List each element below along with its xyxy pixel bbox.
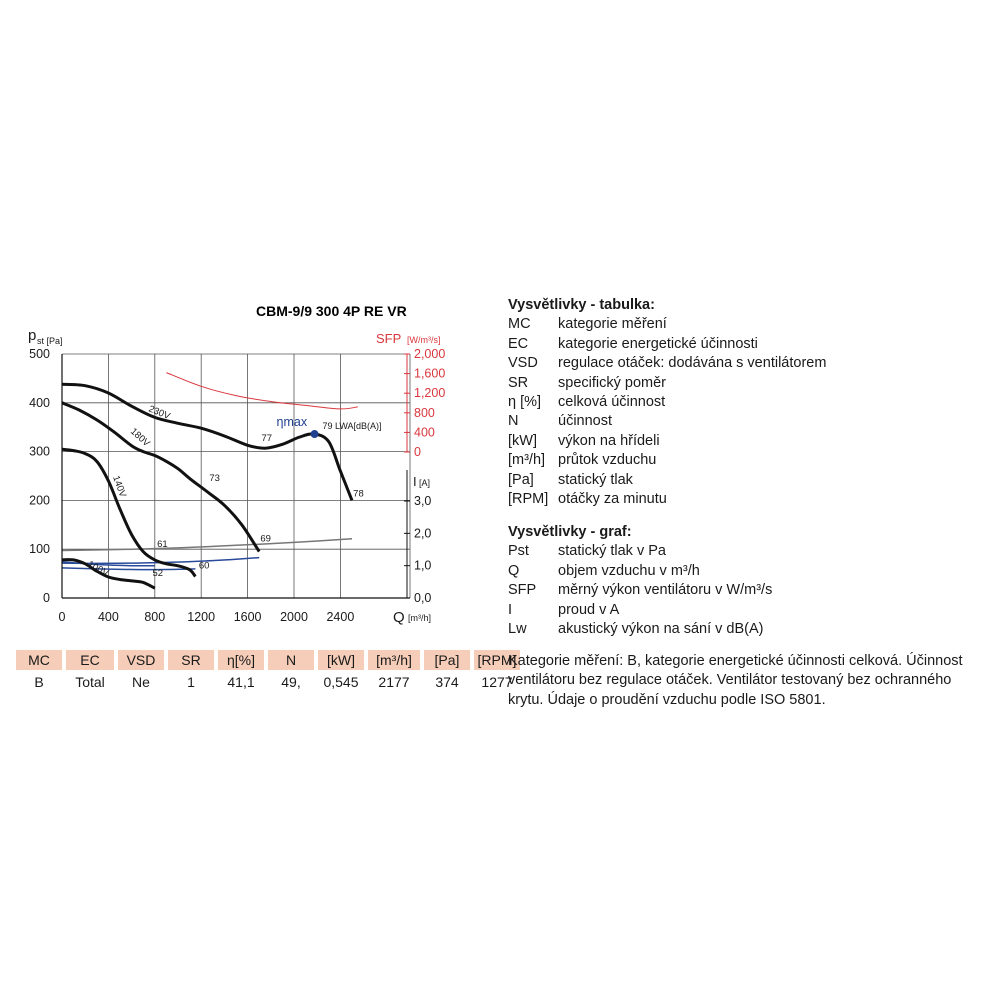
point-label: 73 [209, 472, 220, 484]
sfp-axis-unit: [W/m³/s] [407, 335, 441, 345]
table-cell: 374 [435, 674, 459, 690]
table-cell: 41,1 [227, 674, 255, 690]
sfp-axis-label: SFP [376, 331, 402, 346]
table-header-cell: N [268, 650, 314, 670]
point-label: 61 [157, 539, 168, 551]
legend-item [508, 315, 826, 334]
legend-text: specifický poměr [558, 374, 666, 391]
table-cell: Ne [132, 674, 150, 690]
legend-item [508, 432, 826, 451]
x-tick-label: 1600 [233, 610, 262, 624]
table-header-cell: VSD [118, 650, 164, 670]
curve-voltage-label: 230V [146, 403, 172, 423]
point-label: 60 [198, 560, 210, 572]
legend-text: kategorie měření [558, 316, 667, 333]
current-curve [62, 568, 195, 570]
current-tick-label: 2,0 [414, 526, 432, 541]
chart-axes [28, 327, 445, 626]
legend-item [508, 542, 772, 561]
legend-text: celková účinnost [558, 394, 666, 411]
legend-item [508, 393, 826, 412]
summary-table [12, 650, 524, 694]
table-cell: Total [75, 674, 105, 690]
y-tick-label: 400 [29, 395, 50, 410]
legend-key: Q [508, 562, 520, 579]
table-cell: 1277 [481, 674, 513, 690]
legend-text: regulace otáček: dodávána s ventilátorem [558, 355, 827, 372]
legend-text: průtok vzduchu [558, 452, 657, 469]
x-axis-label: Q [393, 609, 405, 626]
y-tick-label: 200 [29, 493, 50, 508]
point-label: 52 [152, 568, 164, 580]
eta-max-lwa-label: 79 LWA[dB(A)] [322, 421, 382, 432]
summary-table-row [16, 670, 520, 694]
legend-key: [m³/h] [508, 452, 546, 469]
curve-voltage-label: 180V [127, 426, 152, 450]
x-tick-label: 400 [97, 610, 119, 624]
sfp-curve [166, 373, 357, 409]
legend-key: [kW] [508, 432, 537, 449]
x-axis-label-unit: [m³/h] [408, 613, 432, 623]
legend-item [508, 471, 826, 490]
curve-voltage-label: 100V [85, 558, 111, 580]
legend-text: měrný výkon ventilátoru v W/m³/s [558, 582, 773, 599]
legend-item [508, 335, 826, 354]
table-header-cell: [m³/h] [368, 650, 420, 670]
chart-labels [86, 404, 382, 580]
legend-text: statický tlak [558, 471, 633, 488]
y-axis-label: p [28, 327, 37, 344]
sfp-tick-label: 800 [414, 405, 435, 420]
table-header-cell: EC [66, 650, 114, 670]
legend-text: akustický výkon na sání v dB(A) [558, 621, 764, 638]
current-curve [62, 539, 352, 551]
table-cell: 2177 [378, 674, 410, 690]
table-cell: 1 [187, 674, 195, 690]
table-cell: 0,545 [323, 674, 359, 690]
table-header-cell: [Pa] [424, 650, 470, 670]
legend-item [508, 354, 826, 373]
table-header-cell: [RPM] [474, 650, 520, 670]
eta-max-label: ηmax [276, 415, 308, 430]
legend-text: proud v A [558, 601, 620, 618]
sfp-tick-label: 0 [414, 445, 421, 459]
y-axis-label-unit: st [Pa] [37, 336, 63, 346]
measurement-note: Kategorie měření: B, kategorie energetické účinnosti celková. Účinnost ventilátoru bez regulace otáček. Ventilátor testovaný bez ochranného krytu. Údaje o proudění vzduchu podle ISO 5801. [508, 653, 963, 708]
sfp-tick-label: 1,600 [414, 366, 446, 381]
point-label: 77 [261, 432, 273, 444]
y-tick-label: 0 [43, 591, 50, 605]
y-tick-label: 100 [29, 542, 50, 557]
table-cell: 49, [281, 674, 301, 690]
x-tick-label: 2400 [326, 610, 355, 624]
sfp-tick-label: 400 [414, 425, 435, 440]
curve-voltage-label: 140V [110, 474, 129, 499]
legend-item [508, 451, 826, 470]
point-label: 78 [353, 488, 364, 500]
legend-text: výkon na hřídeli [558, 432, 660, 449]
legend-text: kategorie energetické účinnosti [558, 335, 758, 352]
current-axis-unit: [A] [419, 478, 431, 488]
legend-key: SR [508, 374, 529, 391]
eta-max-point [311, 430, 319, 438]
x-tick-label: 0 [58, 610, 66, 624]
legend-key: N [508, 413, 519, 430]
y-tick-label: 300 [29, 444, 50, 459]
legend-text: objem vzduchu v m³/h [558, 562, 700, 579]
legend-item [508, 562, 772, 581]
x-tick-label: 1200 [187, 610, 216, 624]
legend-item [508, 490, 826, 509]
legend-key: EC [508, 335, 529, 352]
y-tick-label: 500 [29, 347, 50, 361]
fan-performance-chart [0, 0, 500, 640]
legend-item [508, 601, 772, 620]
x-tick-label: 800 [144, 610, 166, 624]
sfp-tick-label: 2,000 [414, 347, 446, 361]
legend-graph-title: Vysvětlivky - graf: [508, 524, 632, 540]
legend-item [508, 412, 826, 431]
legend-key: Lw [508, 621, 527, 638]
summary-table-header [16, 650, 520, 670]
legend-table-title: Vysvětlivky - tabulka: [508, 297, 655, 313]
pressure-curve [62, 403, 259, 552]
legend-key: VSD [508, 355, 538, 372]
legend-key: Pst [508, 543, 529, 560]
current-tick-label: 0,0 [414, 591, 432, 605]
legend-text: statický tlak v Pa [558, 543, 666, 560]
legend-graph-section [508, 523, 772, 639]
current-tick-label: 3,0 [414, 494, 432, 508]
table-header-cell: [kW] [318, 650, 364, 670]
x-tick-label: 2000 [280, 610, 308, 624]
current-tick-label: 1,0 [414, 558, 432, 573]
legend-key: η [%] [508, 394, 542, 411]
point-label: 69 [260, 533, 271, 545]
legend-key: I [508, 601, 513, 618]
table-header-cell: SR [168, 650, 214, 670]
legend-key: SFP [508, 582, 537, 599]
table-header-cell: η[%] [218, 650, 264, 670]
pressure-curve [62, 384, 352, 500]
legend-table-section [508, 296, 826, 509]
current-axis-label: I [413, 474, 417, 489]
legend-key: [RPM] [508, 491, 549, 508]
legend-key: MC [508, 316, 531, 333]
table-header-cell: MC [16, 650, 62, 670]
legend-item [508, 581, 772, 600]
table-cell: B [34, 674, 44, 690]
legend-key: [Pa] [508, 471, 534, 488]
legend-item [508, 374, 826, 393]
legend-item [508, 620, 772, 639]
chart-title: CBM-9/9 300 4P RE VR [256, 303, 407, 319]
legend-text: otáčky za minutu [558, 491, 667, 508]
sfp-tick-label: 1,200 [414, 386, 446, 401]
legend-text: účinnost [558, 413, 613, 430]
